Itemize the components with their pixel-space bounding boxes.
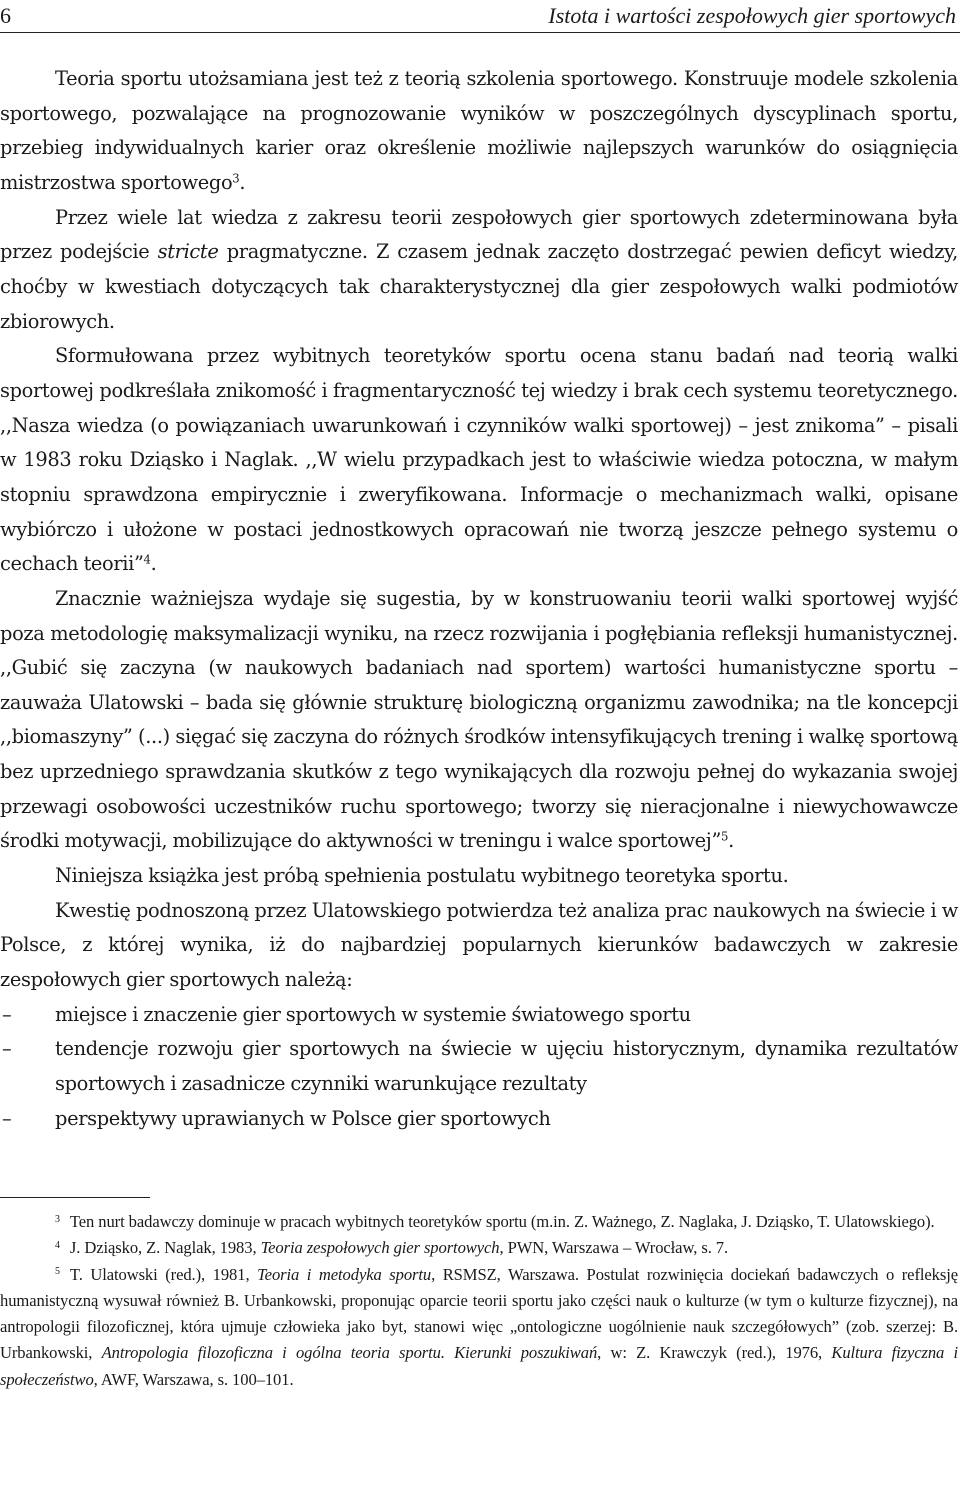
running-title: Istota i wartości zespołowych gier sportowych [548, 3, 956, 28]
footnote-reference[interactable]: 3 [232, 171, 240, 186]
page-header [0, 0, 960, 33]
paragraph: Znacznie ważniejsza wydaje się sugestia, by w konstruowaniu teorii walki sportowej wyjść poza metodologię maksymalizacji wyniku, na rzecz rozwijania i pogłębiania refleksji humanistycznej. ,,Gubić się zaczyna (w naukowych badaniach nad sportem) wartości humanistyczne sportu – zauważa Ulatowski – bada się głównie strukturę biologiczną organizmu zawodnika; na tle koncepcji ,,biomaszyny” (...) sięgać się zaczyna do różnych środków intensyfikujących trening i walkę sportową bez uprzedniego sprawdzania skutków z tego wynikających dla rozwoju pełnej do wykazania swojej przewagi osobowości uczestników ruchu sportowego; tworzy się nieracjonalne i niewychowawcze środki motywacji, mobilizujące do aktywności w treningu i walce sportowej”$^5$. [0, 586, 958, 853]
main-text [0, 62, 958, 1136]
footnote-reference[interactable]: 4 [143, 552, 151, 567]
list-item: – miejsce i znaczenie gier sportowych w systemie światowego sportu [0, 998, 958, 1033]
footnote-reference[interactable]: 5 [721, 830, 729, 845]
footnote-number: 3 [55, 1213, 60, 1225]
footnote-separator [0, 1197, 150, 1198]
paragraph: Kwestię podnoszoną przez Ulatowskiego potwierdza też analiza prac naukowych na świecie i w Polsce, z której wynika, iż do najbardziej popularnych kierunków badawczych w zakresie zespołowych gier sportowych należą: [0, 898, 958, 992]
list-item: – tendencje rozwoju gier sportowych na świecie w ujęciu historycznym, dynamika rezultatów sportowych i zasadnicze czynniki warunkujące rezultaty [0, 1032, 958, 1101]
footnote-number: 5 [55, 1266, 60, 1278]
list-item: – perspektywy uprawianych w Polsce gier sportowych [0, 1102, 958, 1137]
paragraph: Sformułowana przez wybitnych teoretyków sportu ocena stanu badań nad teorią walki sportowej podkreślała znikomość i fragmentaryczność tej wiedzy i brak cech systemu teoretycznego. ,,Nasza wiedza (o powiązaniach uwarunkowań i czynników walki sportowej) – jest znikoma” – pisali w 1983 roku Dziąsko i Naglak. ,,W wielu przypadkach jest to właściwie wiedza potoczna, w małym stopniu sprawdzona empirycznie i zweryfikowana. Informacje o mechanizmach walki, opisane wybiórczo i ułożone w postaci jednostkowych opracowań nie tworzą jeszcze pełnego systemu o cechach teorii”$^4$. [0, 344, 958, 576]
paragraph: Niniejsza książka jest próbą spełnienia postulatu wybitnego teoretyka sportu. [55, 864, 789, 888]
research-directions-list [0, 998, 958, 1137]
paragraph: Przez wiele lat wiedza z zakresu teorii zespołowych gier sportowych zdeterminowana była przez podejście stricte pragmatyczne. Z czasem jednak zaczęto dostrzegać pewien deficyt wiedzy, choćby w kwestiach dotyczących tak charakterystycznej dla gier zespołowych walki podmiotów zbiorowych. [0, 205, 958, 333]
paragraph: Teoria sportu utożsamiana jest też z teorią szkolenia sportowego. Konstruuje modele szkolenia sportowego, pozwalające na prognozowanie wyników w poszczególnych dyscyplinach sportu, przebieg indywidualnych karier oraz określenie możliwie najlepszych warunków do osiągnięcia mistrzostwa sportowego$^3$. [0, 67, 958, 194]
footnote-number: 4 [55, 1239, 60, 1251]
page-number: 6 [0, 3, 11, 28]
footnotes [0, 1209, 958, 1393]
dash-bullet: – [2, 1037, 12, 1061]
footnote-5: $^5$ T. Ulatowski (red.), 1981, Teoria i metodyka sportu, RSMSZ, Warszawa. Postulat rozwinięcia dociekań badawczych o refleksję humanistyczną wysuwał również B. Urbankowski, proponując oparcie teorii sportu jako części nauk o kulturze (w tym o kulturze fizycznej), na antropologii filozoficznej, która ujmuje człowieka jako byt, stanowi więc „ontologiczne uogólnienie nauk szczegółowych” (zob. szerzej: B. Urbankowski, Antropologia filozoficzna i ogólna teoria sportu. Kierunki poszukiwań, w: Z. Krawczyk (red.), 1976, Kultura fizyczna i społeczeństwo, AWF, Warszawa, s. 100–101. [0, 1264, 959, 1389]
dash-bullet: – [2, 1106, 12, 1130]
dash-bullet: – [2, 1002, 12, 1026]
footnote-3: $^3$ Ten nurt badawczy dominuje w pracach wybitnych teoretyków sportu (m.in. Z. Ważnego, Z. Naglaka, J. Dziąsko, T. Ulatowskiego). [55, 1212, 935, 1231]
footnote-4: $^4$ J. Dziąsko, Z. Naglak, 1983, Teoria zespołowych gier sportowych, PWN, Warszawa – Wrocław, s. 7. [55, 1238, 729, 1258]
